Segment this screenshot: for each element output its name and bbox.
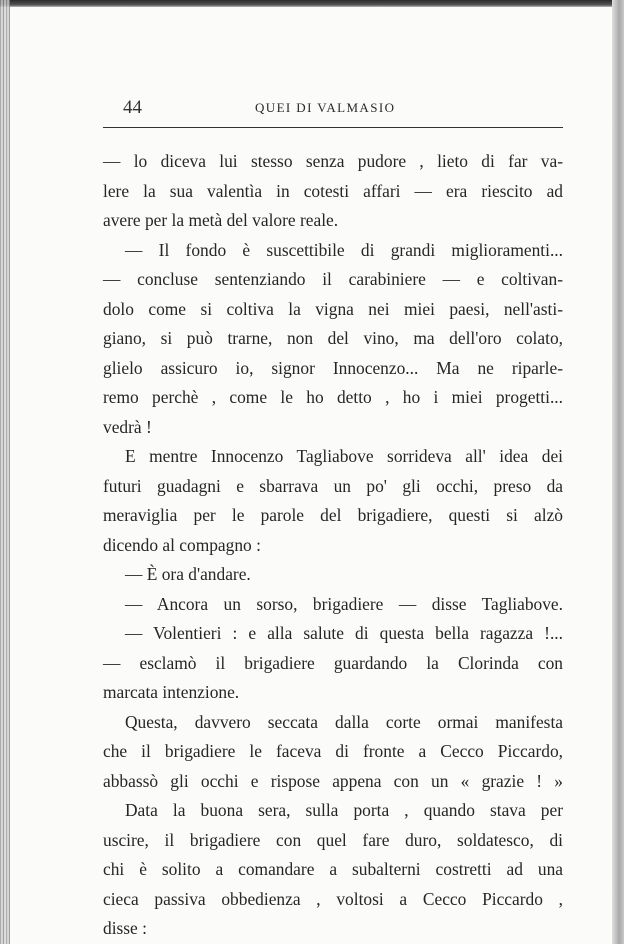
text-line: che il brigadiere le faceva di fronte a Cecco Piccardo, (103, 741, 563, 761)
text-line: abbassò gli occhi e rispose appena con un « grazie ! » (103, 770, 563, 791)
text-line: Data la buona sera, sulla porta , quando stava per (125, 800, 563, 820)
text-line: — Il fondo è suscettibile di grandi miglioramenti... (125, 239, 563, 260)
text-line: — Volentieri : e alla salute di questa bella ragazza !... (125, 623, 563, 643)
text-line: — esclamò il brigadiere guardando la Clorinda con (103, 652, 563, 673)
text-line: marcata intenzione. (103, 682, 240, 702)
text-line: — concluse sentenziando il carabiniere — e coltivan- (103, 269, 563, 289)
header-rule (103, 127, 563, 128)
text-line: uscire, il brigadiere con quel fare duro, soldatesco, di (103, 829, 563, 850)
text-line: chi è solito a comandare a subalterni costretti ad una (103, 859, 563, 879)
text-line: glielo assicuro io, signor Innocenzo... Ma ne riparle- (103, 357, 563, 378)
text-line: meraviglia per le parole del brigadiere, questi si alzò (103, 505, 563, 525)
text-line: futuri guadagni e sbarrava un po' gli occhi, preso da (103, 475, 563, 496)
text-line: lere la sua valentìa in cotesti affari — era riescito ad (103, 180, 563, 201)
text-line: Questa, davvero seccata dalla corte ormai manifesta (125, 711, 563, 732)
text-line: — È ora d'andare. (125, 564, 251, 584)
running-title: QUEI DI VALMASIO (255, 100, 396, 115)
body-text (103, 147, 563, 944)
text-line: E mentre Innocenzo Tagliabove sorrideva all' idea dei (125, 446, 563, 466)
text-line: — Ancora un sorso, brigadiere — disse Tagliabove. (125, 593, 563, 614)
text-line: remo perchè , come le ho detto , ho i miei progetti... (103, 387, 563, 407)
text-line: vedrà ! (103, 416, 152, 437)
text-line: — lo diceva lui stesso senza pudore , lieto di far va- (103, 151, 563, 171)
scan-right-edge (612, 0, 624, 944)
text-line: disse : (103, 918, 147, 938)
text-line: avere per la metà del valore reale. (103, 210, 339, 230)
text-line: cieca passiva obbedienza , voltosi a Cecco Piccardo , (103, 888, 563, 909)
running-header (123, 97, 563, 119)
text-line: dicendo al compagno : (103, 534, 261, 555)
page-number: 44 (123, 97, 142, 118)
book-page (10, 7, 612, 944)
text-line: dolo come si coltiva la vigna nei miei paesi, nell'asti- (103, 298, 563, 319)
scan-gutter (0, 0, 10, 944)
scan-top-edge (0, 0, 624, 7)
text-line: giano, si può trarne, non del vino, ma dell'oro colato, (103, 328, 563, 348)
